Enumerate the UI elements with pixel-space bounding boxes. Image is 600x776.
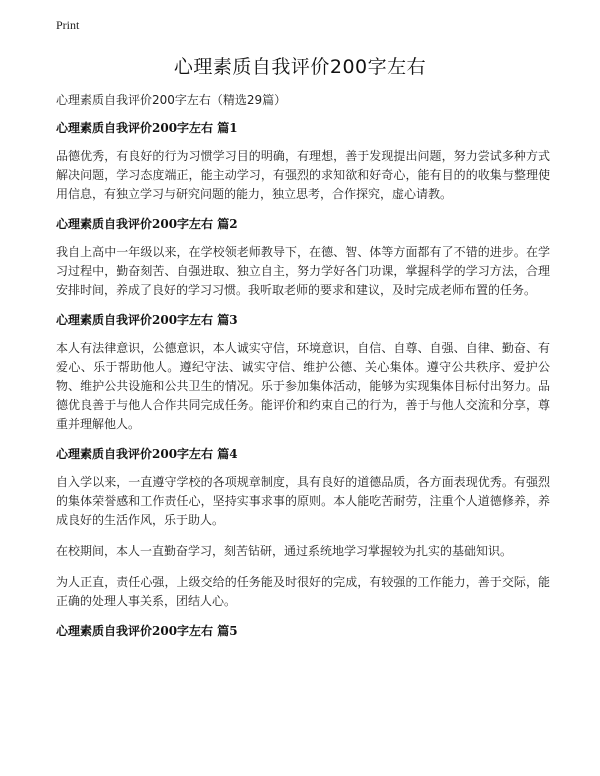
document-subtitle: 心理素质自我评价200字左右（精选29篇） (56, 93, 287, 107)
paragraph: 在校期间，本人一直勤奋学习，刻苦钻研，通过系统地学习掌握较为扎实的基础知识。 (56, 544, 513, 558)
paragraph: 品德优秀，有良好的行为习惯学习目的明确，有理想，善于发现提出问题，努力尝试多种方式解决问题，学习态度端正，能主动学习，有强烈的求知欲和好奇心，能有目的的收集与整理使用信息，有独立学习与研究问题的能力，独立思考，合作探究，虚心请教。 (56, 149, 550, 201)
section-heading: 心理素质自我评价200字左右 篇3 (56, 313, 238, 327)
paragraph: 我自上高中一年级以来，在学校领老师教导下，在德、智、体等方面都有了不错的进步。在学习过程中，勤奋刻苦、自强进取、独立自主，努力学好各门功课，掌握科学的学习方法，合理安排时间，养成了良好的学习习惯。我听取老师的要求和建议，及时完成老师布置的任务。 (56, 245, 550, 297)
section-heading: 心理素质自我评价200字左右 篇1 (56, 121, 238, 135)
paragraph: 本人有法律意识，公德意识，本人诚实守信，环境意识，自信、自尊、自强、自律、勤奋、有爱心、乐于帮助他人。遵纪守法、诚实守信、维护公德、关心集体。遵守公共秩序、爱护公物、维护公共设施和公共卫生的情况。乐于参加集体活动，能够为实现集体目标付出努力。品德优良善于与他人合作共同完成任务。能评价和约束自己的行为，善于与他人交流和分享，尊重并理解他人。 (56, 341, 550, 431)
section-heading: 心理素质自我评价200字左右 篇5 (56, 624, 238, 638)
paragraph: 自入学以来，一直遵守学校的各项规章制度，具有良好的道德品质，各方面表现优秀。有强烈的集体荣誉感和工作责任心，坚持实事求事的原则。本人能吃苦耐劳，注重个人道德修养，养成良好的生活作风，乐于助人。 (56, 475, 550, 527)
print-label: Print (56, 18, 80, 32)
document-body (56, 92, 550, 650)
paragraph: 为人正直，责任心强，上级交给的任务能及时很好的完成，有较强的工作能力，善于交际，能正确的处理人事关系，团结人心。 (56, 575, 550, 608)
section-heading: 心理素质自我评价200字左右 篇4 (56, 447, 238, 461)
page-title: 心理素质自我评价200字左右 (173, 56, 427, 78)
section-heading: 心理素质自我评价200字左右 篇2 (56, 217, 238, 231)
